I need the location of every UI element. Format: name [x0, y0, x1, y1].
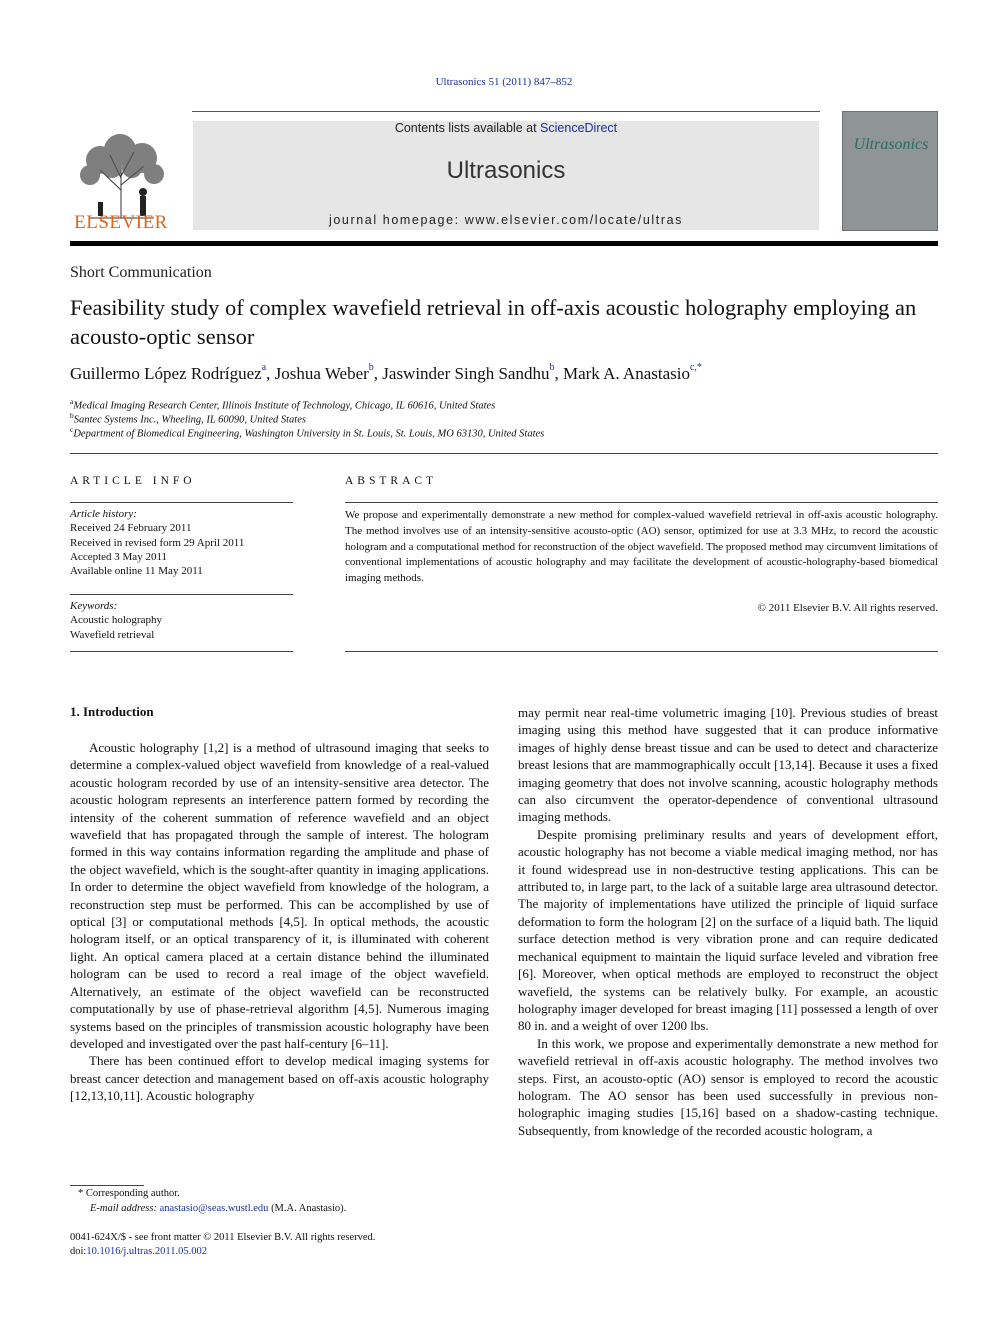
- author-affiliation-mark[interactable]: b: [368, 362, 374, 374]
- keyword: Acoustic holography: [70, 614, 162, 627]
- article-info-heading: ARTICLE INFO: [70, 475, 196, 487]
- author-separator: ,: [373, 364, 383, 383]
- sciencedirect-link[interactable]: ScienceDirect: [540, 121, 618, 135]
- affiliation-mark: a: [70, 397, 74, 406]
- issn-line: 0041-624X/$ - see front matter © 2011 Elsevier B.V. All rights reserved.: [70, 1232, 376, 1243]
- body-paragraph: Acoustic holography [1,2] is a method of ultrasound imaging that seeks to determine a complex-valued object wavefield from knowledge of a real-valued acoustic hologram recorded by use of an intensity-sensitive area detector. The acoustic hologram represents an interference pattern formed by recording the intensity of the coherent summation of reference wavefield and an object wavefield that has propagated through the sample of interest. The hologram formed in this way contains information regarding the amplitude and phase of the object wavefield, which is the sought-after quantity in imaging applications. In order to determine the object wavefield from knowledge of the hologram, a reconstruction step must be performed. This can be accomplished by use of optical [3] or computational methods [4,5]. In optical methods, the acoustic hologram itself, or an optical transparency of it, is illuminated with coherent light. An optical camera placed at a certain distance behind the illuminated hologram can be used to record a real image of the object wavefield. Alternatively, an estimate of the object wavefield can be reconstructed computationally by use of phase-retrieval algorithm [4,5]. Numerous imaging systems based on the principles of transmission acoustic holography have been developed and investigated over the past half-century [6–11].: [70, 740, 489, 1051]
- affiliation-a: [70, 397, 495, 412]
- author-name[interactable]: Mark A. Anastasio: [562, 364, 690, 383]
- abstract-copyright: © 2011 Elsevier B.V. All rights reserved.: [757, 602, 938, 614]
- body-column-right: [518, 704, 938, 1139]
- affiliation-c: [70, 425, 544, 440]
- affiliation-mark: c: [70, 425, 74, 434]
- journal-reference[interactable]: Ultrasonics 51 (2011) 847–852: [435, 76, 573, 88]
- affiliation-text: Medical Imaging Research Center, Illinois Institute of Technology, Chicago, IL 60616, United States: [73, 400, 496, 412]
- affiliation-rule: [70, 453, 938, 454]
- author-affiliation-mark[interactable]: b: [549, 362, 555, 374]
- doi-link[interactable]: 10.1016/j.ultras.2011.05.002: [86, 1246, 207, 1257]
- history-label: Article history:: [70, 508, 137, 520]
- affiliation-b: [70, 411, 306, 426]
- keywords: [70, 599, 162, 642]
- info-rule: [70, 594, 293, 595]
- author-name[interactable]: Joshua Weber: [274, 364, 369, 383]
- author-affiliation-mark[interactable]: c,*: [689, 362, 702, 374]
- doi-label: doi:: [70, 1246, 87, 1257]
- body-paragraph: may permit near real-time volumetric imaging [10]. Previous studies of breast imaging using this method have suggested that it can produce informative images of highly dense breast tissue and can be used to detect and characterize breast lesions that are mammographically occult [13,14]. Because it uses a fixed imaging geometry that does not involve scanning, acoustic holography methods can also circumvent the operator-dependence of conventional ultrasound imaging methods.: [518, 705, 938, 825]
- history-item: Received in revised form 29 April 2011: [70, 536, 245, 549]
- abstract-rule: [345, 502, 938, 503]
- history-item: Accepted 3 May 2011: [70, 550, 168, 563]
- body-column-left: [70, 739, 489, 1105]
- abstract-rule: [345, 651, 938, 652]
- article-type: Short Communication: [70, 264, 212, 281]
- footnote: [70, 1186, 346, 1216]
- elsevier-wordmark: ELSEVIER: [74, 212, 168, 233]
- page-footer: [70, 1231, 375, 1259]
- keyword: Wavefield retrieval: [70, 628, 155, 641]
- contents-prefix: Contents lists available at: [394, 121, 541, 135]
- body-paragraph: Despite promising preliminary results and years of development effort, acoustic holography has not become a viable medical imaging method, nor has it found widespread use in non-destructive testing applications. This can be attributed to, in large part, to the lack of a suitable large area ultrasound detector. The majority of implementations have utilized the principle of liquid surface deformation to form the hologram [2] on the surface of a liquid bath. The liquid surface detection method is very vibration prone and can require dedicated mechanical equipment to maintain the liquid surface leveled and vibration free [6]. Moreover, when optical methods are employed to reconstruct the object wavefield, the systems can be relatively bulky. For example, an acoustic holography imager developed for breast imaging [11] possessed a length of over 80 in. and a weight of over 1200 lbs.: [518, 826, 938, 1034]
- body-paragraph: In this work, we propose and experimentally demonstrate a new method for wavefield retrieval in off-axis acoustic holography. The method involves two steps. First, an acousto-optic (AO) sensor is employed to record the acoustic hologram. The AO sensor has been used successfully in previous non-holographic imaging studies [15,16] based on a shadow-casting technique. Subsequently, from knowledge of the recorded acoustic hologram, a: [518, 1035, 938, 1138]
- abstract-text: We propose and experimentally demonstrate a new method for complex-valued wavefield retrieval in off-axis acoustic holography. The method involves use of an intensity-sensitive acousto-optic (AO) sensor, optimized for use at 3.3 MHz, to record the acoustic hologram and a computational method for reconstruction of the object wavefield. The proposed method may circumvent limitations of conventional implementations of acoustic holography and may facilitate the development of acoustic-holography-based biomedical imaging methods.: [345, 509, 938, 585]
- history-item: Available online 11 May 2011: [70, 565, 203, 578]
- cover-title: Ultrasonics: [853, 136, 929, 153]
- info-rule: [70, 651, 293, 652]
- corresponding-author-note: * Corresponding author.: [78, 1188, 180, 1199]
- email-line: [70, 1201, 346, 1216]
- email-link[interactable]: anastasio@seas.wustl.edu: [159, 1203, 269, 1214]
- email-owner: (M.A. Anastasio).: [271, 1203, 347, 1214]
- author-separator: ,: [554, 364, 563, 383]
- header-rule: [192, 111, 820, 112]
- email-label: E-mail address:: [90, 1203, 157, 1214]
- article-title: Feasibility study of complex wavefield retrieval in off-axis acoustic holography employing an acousto-optic sensor: [70, 295, 917, 349]
- author-separator: ,: [266, 364, 275, 383]
- affiliation-mark: b: [70, 411, 74, 420]
- history-item: Received 24 February 2011: [70, 522, 192, 535]
- journal-homepage[interactable]: journal homepage: www.elsevier.com/locate/ultras: [328, 213, 684, 227]
- section-heading: 1. Introduction: [70, 704, 154, 719]
- doi-line: [70, 1245, 375, 1259]
- author-affiliation-mark[interactable]: a: [261, 362, 267, 374]
- contents-line: [193, 121, 819, 135]
- author-list: [70, 364, 940, 384]
- body-paragraph: There has been continued effort to develop medical imaging systems for breast cancer detection and management based on off-axis acoustic holography [12,13,10,11]. Acoustic holography: [70, 1053, 489, 1104]
- journal-cover-image: [842, 111, 938, 231]
- affiliation-text: Department of Biomedical Engineering, Washington University in St. Louis, St. Louis, MO 63130, United States: [73, 428, 545, 440]
- author-name[interactable]: Jaswinder Singh Sandhu: [382, 364, 550, 383]
- affiliation-text: Santec Systems Inc., Wheeling, IL 60090, United States: [73, 414, 306, 426]
- journal-name: Ultrasonics: [446, 157, 566, 184]
- header-thick-rule: [70, 241, 938, 246]
- author-name[interactable]: Guillermo López Rodríguez: [70, 364, 262, 383]
- info-rule: [70, 502, 293, 503]
- abstract-heading: ABSTRACT: [345, 475, 438, 487]
- keywords-label: Keywords:: [70, 600, 118, 612]
- article-history: [70, 507, 244, 578]
